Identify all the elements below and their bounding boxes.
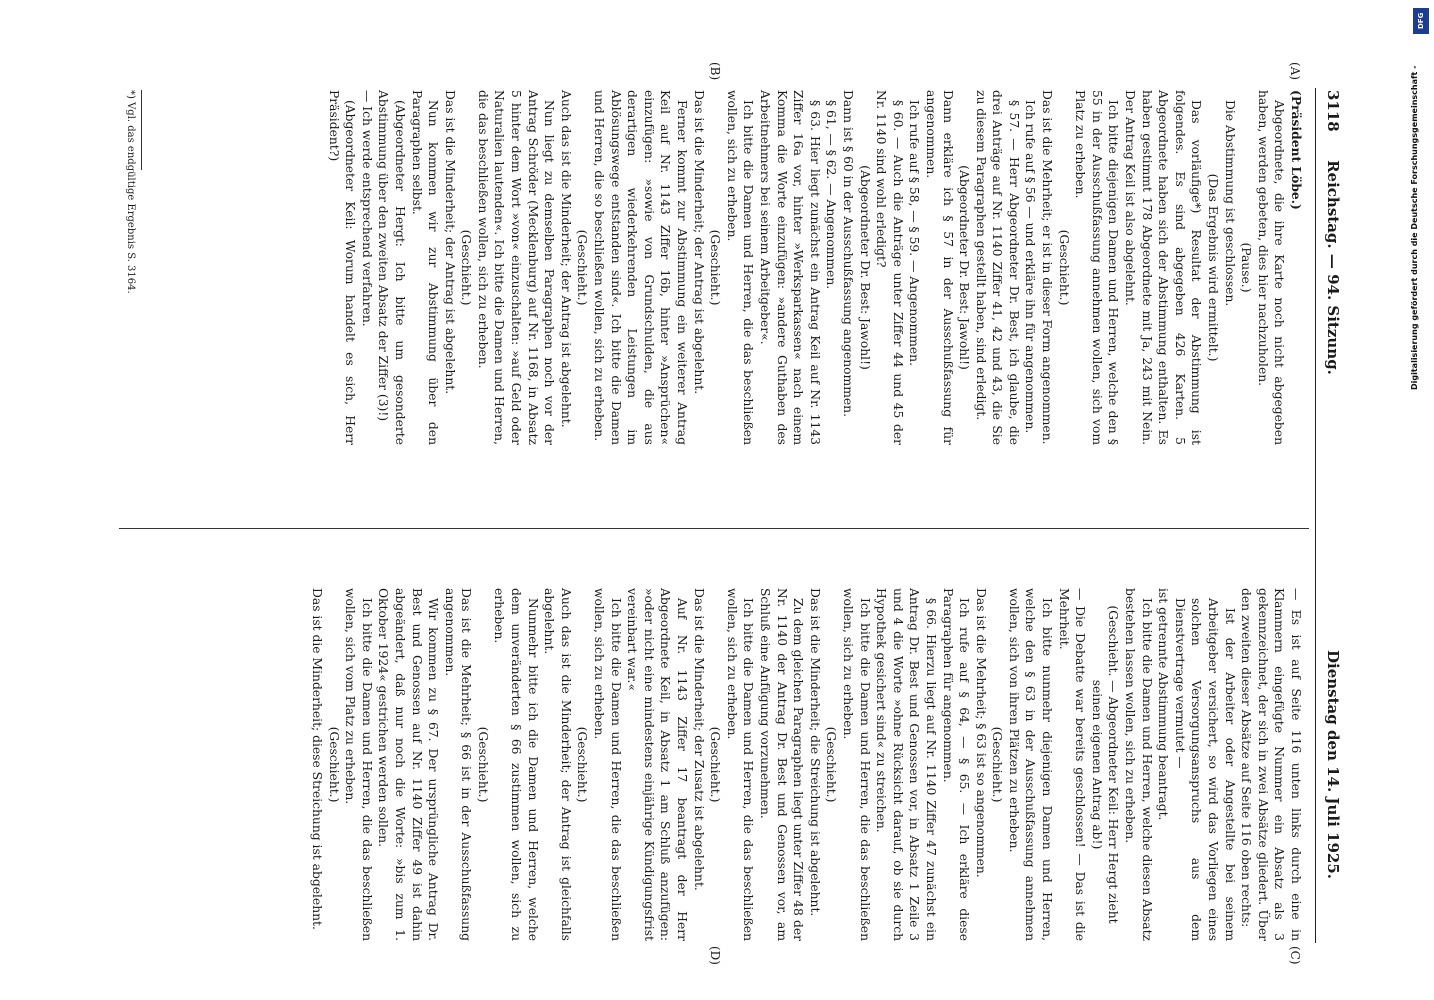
paragraph: (Pause.) bbox=[1239, 242, 1254, 293]
right-column bbox=[124, 588, 1304, 941]
paragraph: Dann ist § 60 in der Ausschußfassung angenommen. bbox=[840, 90, 855, 417]
paragraph: § 63. Hier liegt zunächst ein Antrag Keil auf Nr. 1143 Ziffer 16a vor, hinter »Werksparkassen« nach einem Komma die Worte einzufügen: »andere Guthaben des Arbeitnehmers bei seinem Arbeitgeber«. bbox=[758, 90, 822, 445]
paragraph: Nun liegt zu demselben Paragraphen noch vor der Antrag Schröder (Mecklenburg) auf Nr. 1168, in Absatz 5 hinter dem Wort »von« einzuschalten: »auf Geld oder Naturalien lautenden«. Ich bitte die Damen und Herren, die das beschließen wollen, sich zu erheben. bbox=[475, 90, 557, 445]
paragraph: (Geschieht.) bbox=[326, 726, 341, 803]
paragraph: (Geschieht.) bbox=[459, 229, 474, 306]
paragraph: Abgeordnete, die ihre Karte noch nicht abgegeben haben, werden gebeten, dies hier nachzuholen. bbox=[1255, 90, 1287, 445]
paragraph: Das ist die Minderheit; diese Streichung ist abgelehnt. bbox=[309, 588, 324, 930]
paragraph: Ich bitte nunmehr diejenigen Damen und Herren, welche den § 63 in der Ausschußfassung annehmen wollen, sich von ihren Plätzen zu erheben. bbox=[1006, 588, 1055, 941]
paragraph: (Geschieht.) bbox=[575, 726, 590, 803]
page-header-right bbox=[1320, 588, 1342, 941]
paragraph: Das vorläufige*) Resultat der Abstimmung ist folgendes. Es sind abgegeben 426 Karten. 5 Abgeordnete haben sich der Abstimmung enthalten. Es haben gestimmt 178 Abgeordnete mit Ja, 243 mit Nein. Der Antrag Keil ist also abgelehnt. bbox=[1123, 90, 1204, 445]
left-column bbox=[124, 90, 1304, 445]
paragraph: Das ist die Minderheit; der Antrag ist abgelehnt. bbox=[442, 90, 457, 395]
page-number: 3118 bbox=[1324, 90, 1342, 132]
paragraph: Ich bitte die Damen und Herren, die das beschließen wollen, sich zu erheben. bbox=[724, 588, 756, 941]
paragraph: Ich bitte die Damen und Herren, die das beschließen wollen, sich zu erheben. bbox=[840, 588, 872, 941]
paragraph: Zu dem gleichen Paragraphen liegt unter Ziffer 48 der Nr. 1140 der Antrag Dr. Best und Genossen vor, am Schluß eine Anfügung vorzunehmen. bbox=[758, 588, 806, 941]
header-left-title: Reichstag. — 94. Sitzung. bbox=[1324, 160, 1342, 375]
paragraph: Das ist die Minderheit; der Antrag ist abgelehnt. bbox=[691, 90, 706, 395]
paragraph: Ich bitte die Damen und Herren, welche diesen Absatz bestehen lassen wollen, sich zu erheben. bbox=[1123, 588, 1154, 941]
footnote: *) Vgl. das endgültige Ergebnis S. 3164. bbox=[125, 90, 136, 294]
paragraph: — Ich werde entsprechend verfahren. bbox=[359, 90, 374, 327]
paragraph: Ferner kommt zur Abstimmung ein weiterer Antrag Keil auf Nr. 1143 Ziffer 16b, hinter »Ansprüchen« einzufügen: »sowie von Grundschulden, die aus derartigen wiederkehrenden Leistungen im Ablösungswege entstanden sind«. Ich bitte die Damen und Herren, die so beschließen wollen, sich zu erheben. bbox=[592, 90, 690, 445]
header-right-title: Dienstag den 14. Juli 1925. bbox=[1324, 649, 1342, 880]
paragraph: (Abgeordneter Dr. Best: Jawohl!) bbox=[857, 165, 872, 370]
paragraph: Dann erkläre ich § 57 in der Ausschußfassung für angenommen. bbox=[923, 90, 955, 445]
paragraph: § 60. — Auch die Anträge unter Ziffer 44 und 45 der Nr. 1140 sind wohl erledigt? bbox=[874, 90, 905, 445]
footnote-rule bbox=[141, 90, 142, 170]
header-rule bbox=[1315, 88, 1316, 943]
paragraph: Nun kommen wir zur Abstimmung über den Paragraphen selbst. bbox=[409, 90, 441, 445]
marker-d: (D) bbox=[708, 946, 722, 965]
paragraph: — Es ist auf Seite 116 unten links durch eine in Klammern eingefügte Nummer ein Absatz als 3 gekennzeichnet, der sich in zwei Absätze gliedert. Über den zweiten dieser Absätze auf Seite 116 oben rechts: bbox=[1239, 588, 1303, 941]
paragraph: (Abgeordneter Dr. Best: Jawohl!) bbox=[957, 165, 972, 370]
paragraph: § 66. Hierzu liegt auf Nr. 1140 Ziffer 47 zunächst ein Antrag Dr. Best und Genossen vor, in Absatz 1 Zeile 3 und 4 die Worte »ohne Rücksicht darauf, ob sie durch Hypothek gesichert sind« zu streichen. bbox=[874, 588, 938, 941]
paragraph: (Geschieht.) bbox=[990, 726, 1005, 803]
paragraph: (Geschieht.) bbox=[708, 726, 723, 803]
paragraph: Ich bitte die Damen und Herren, die das beschließen wollen, sich zu erheben. bbox=[724, 90, 756, 445]
paragraph: Das ist die Minderheit; der Zusatz ist abgelehnt. bbox=[691, 588, 706, 891]
paragraph: Das ist die Mehrheit; § 63 ist so angenommen. bbox=[973, 588, 988, 878]
marker-c: (C) bbox=[1288, 946, 1302, 965]
paragraph: Wir kommen zu § 67. Der ursprüngliche Antrag Dr. Best und Genossen auf Nr. 1140 Ziffer 49 ist dahin abgeändert, daß nur noch die Worte: »bis zum 1. Oktober 1924« gestrichen werden sollen. bbox=[376, 588, 441, 941]
paragraph: Ich bitte diejenigen Damen und Herren, welche den § 55 in der Ausschußfassung annehmen wollen, sich vom Platz zu erheben. bbox=[1073, 90, 1121, 445]
paragraph: Das ist die Mehrheit; § 66 ist in der Ausschußfassung angenommen. bbox=[442, 588, 474, 941]
paragraph: ist getrennte Abstimmung beantragt. bbox=[1156, 588, 1171, 821]
marker-b: (B) bbox=[708, 62, 722, 81]
paragraph: Ich rufe auf § 58, — § 59. — Angenommen. bbox=[907, 100, 922, 366]
page-header-left bbox=[1320, 90, 1342, 445]
paragraph: (Geschieht.) bbox=[708, 229, 723, 306]
paragraph: Das ist die Mehrheit; er ist in dieser Form angenommen. bbox=[1040, 90, 1055, 445]
paragraph: (Geschieht.) bbox=[824, 726, 839, 803]
paragraph: (Geschieht.) bbox=[475, 726, 490, 803]
paragraph: (Präsident Löbe.) bbox=[1289, 90, 1304, 210]
paragraph: § 57. — Herr Abgeordneter Dr. Best, ich glaube, die drei Anträge auf Nr. 1140 Ziffer 41, 42 und 43, die Sie zu diesem Paragraphen gestellt haben, sind erledigt. bbox=[973, 90, 1021, 445]
paragraph: Ich rufe auf § 56 — und erkläre ihn für angenommen. bbox=[1023, 100, 1038, 434]
paragraph: § 61, — § 62. — Angenommen. bbox=[824, 100, 839, 290]
paragraph: Nunmehr bitte ich die Damen und Herren, welche dem unveränderten § 66 zustimmen wollen, sich zu erheben. bbox=[492, 588, 540, 941]
paragraph: Das ist die Minderheit; die Streichung ist abgelehnt. bbox=[807, 588, 822, 917]
paragraph: Die Abstimmung ist geschlossen. bbox=[1222, 100, 1237, 307]
paragraph: (Geschieht.) bbox=[1056, 229, 1071, 306]
paragraph: Ist der Arbeiter oder Angestellte bei seinem Arbeitgeber versichert, so wird das Vorliegen eines solchen Versorgungsanspruchs aus dem Dienstvertrage vermutet — bbox=[1172, 598, 1237, 941]
paragraph: — Die Debatte war bereits geschlossen! — Das ist die Mehrheit. bbox=[1056, 588, 1088, 941]
paragraph: (Geschieht. — Abgeordneter Keil: Herr Hergt zieht seinen eigenen Antrag ab!) bbox=[1089, 605, 1121, 924]
paragraph: Auch das ist die Minderheit; der Antrag ist gleichfalls abgelehnt. bbox=[542, 588, 573, 941]
paragraph: Auch das ist die Minderheit; der Antrag ist abgelehnt. bbox=[558, 90, 573, 428]
paragraph: (Abgeordneter Keil: Worum handelt es sich, Herr Präsident?) bbox=[326, 90, 358, 445]
paragraph: (Das Ergebnis wird ermittelt.) bbox=[1206, 173, 1221, 362]
paragraph: (Geschieht.) bbox=[575, 229, 590, 306]
paragraph: Ich bitte die Damen und Herren, die das beschließen wollen, sich zu erheben. bbox=[592, 588, 623, 941]
paragraph: Auf Nr. 1143 Ziffer 17 beantragt der Herr Abgeordnete Keil, in Absatz 1 am Schluß anzufügen: »oder nicht eine mindestens einjährige Kündigungsfrist vereinbart war.« bbox=[625, 588, 690, 941]
marker-a: (A) bbox=[1288, 62, 1302, 81]
paragraph: Ich rufe auf § 64, — § 65. — Ich erkläre diese Paragraphen für angenommen. bbox=[940, 588, 972, 941]
paragraph: (Abgeordneter Hergt: Ich bitte um gesonderte Abstimmung über den zweiten Absatz der Ziffer (3)!) bbox=[376, 90, 407, 445]
digitization-note: Digitalisierung gefördert durch die Deutsche Forschungsgemeinschaft - bbox=[1410, 65, 1419, 390]
paragraph: Ich bitte die Damen und Herren, die das beschließen wollen, sich vom Platz zu erheben. bbox=[343, 588, 374, 941]
dfg-logo: DFG bbox=[1413, 8, 1429, 34]
